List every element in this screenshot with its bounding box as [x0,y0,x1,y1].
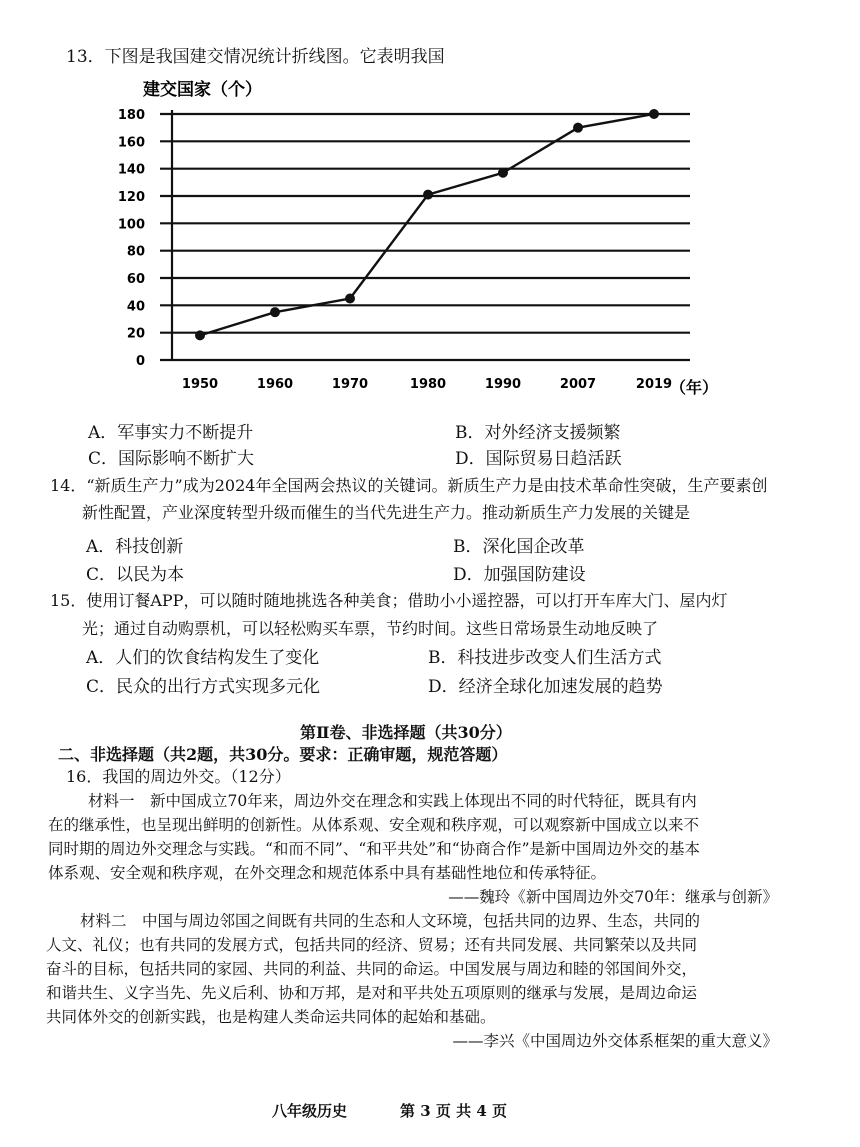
q14-option-a[interactable]: A．科技创新 [86,537,184,557]
q15-stem-line2: 光；通过自动购票机，可以轻松购买车票，节约时间。这些日常场景生动地反映了 [82,619,659,638]
material2-line1: 材料二 中国与周边邻国之间既有共同的生态和人文环境，包括共同的边界、生态，共同的 [80,912,701,930]
material1-source: ——魏玲《新中国周边外交70年：继承与创新》 [448,888,778,906]
material2-line5: 共同体外交的创新实践，也是构建人类命运共同体的起始和基础。 [46,1008,496,1026]
q13-option-b[interactable]: B．对外经济支援频繁 [455,423,621,443]
q15-option-c[interactable]: C．民众的出行方式实现多元化 [86,677,321,697]
data-point [195,330,205,340]
q15-stem-line1: 15．使用订餐APP，可以随时随地挑选各种美食；借助小小遥控器，可以打开车库大门、屋内灯 [50,591,728,610]
data-point [498,168,508,178]
material1-line3: 同时期的周边外交理念与实践。“和而不同”、“和平共处”和“协商合作”是新中国周边外交的基本 [48,840,701,858]
x-tick-label: 1980 [409,377,447,392]
material1-line1: 材料一 新中国成立70年来，周边外交在理念和实践上体现出不同的时代特征，既具有内 [88,792,697,810]
chart-grid [160,114,690,333]
x-tick-labels [182,377,672,392]
data-point [270,307,280,317]
y-tick-label: 80 [126,244,145,260]
y-tick-label: 140 [117,162,145,178]
diplomatic-relations-line-chart [0,70,860,410]
y-tick-label: 0 [135,354,145,369]
q13-option-c[interactable]: C．国际影响不断扩大 [88,449,255,469]
data-point [423,190,433,200]
q14-option-d[interactable]: D．加强国防建设 [453,565,586,585]
y-tick-label: 100 [117,217,145,233]
material2-line2: 人文、礼仪；也有共同的发展方式，包括共同的经济、贸易；还有共同发展、共同繁荣以及共同 [46,936,698,954]
material2-line3: 奋斗的目标，包括共同的家园、共同的利益、共同的命运。中国发展与周边和睦的邻国间外交， [46,960,698,978]
y-tick-label: 20 [126,326,145,342]
q13-option-d[interactable]: D．国际贸易日趋活跃 [455,449,622,469]
q13-stem: 13．下图是我国建交情况统计折线图。它表明我国 [66,47,445,67]
part2-subtitle: 二、非选择题（共2题，共30分。要求：正确审题，规范答题） [58,745,508,764]
x-tick-label: 2019 [635,377,673,392]
material1-line2: 在的继承性，也呈现出鲜明的创新性。从体系观、安全观和秩序观，可以观察新中国成立以来不 [48,816,700,834]
x-tick-label: 1970 [331,377,369,392]
y-tick-label: 120 [117,190,145,205]
material2-source: ——李兴《中国周边外交体系框架的重大意义》 [452,1032,778,1050]
data-point [345,294,355,304]
y-tick-label: 40 [126,299,145,315]
footer-page-number: 第 3 页 共 4 页 [400,1102,507,1120]
q15-option-a[interactable]: A．人们的饮食结构发生了变化 [86,648,320,668]
y-tick-labels [118,108,145,369]
q16-stem: 16．我国的周边外交。（12分） [66,767,291,786]
q13-option-a[interactable]: A．军事实力不断提升 [88,423,254,443]
data-point [573,123,583,133]
y-tick-label: 180 [117,108,145,123]
x-tick-label: 2007 [559,377,597,392]
x-axis-unit-label: （年） [670,378,719,397]
q15-option-d[interactable]: D．经济全球化加速发展的趋势 [428,677,663,697]
y-axis-label: 建交国家（个） [143,80,262,100]
q14-stem-line2: 新性配置，产业深度转型升级而催生的当代先进生产力。推动新质生产力发展的关键是 [82,503,691,522]
x-tick-label: 1990 [484,377,522,392]
q15-option-b[interactable]: B．科技进步改变人们生活方式 [428,648,662,668]
q14-option-c[interactable]: C．以民为本 [86,565,185,585]
x-tick-label: 1950 [181,377,219,392]
series-line [200,114,654,335]
q14-stem-line1: 14．“新质生产力”成为2024年全国两会热议的关键词。新质生产力是由技术革命性突破，生产要素创 [50,476,768,495]
material2-line4: 和谐共生、义字当先、先义后利、协和万邦，是对和平共处五项原则的继承与发展，是周边命运 [46,984,698,1002]
y-tick-label: 60 [126,272,145,287]
x-tick-label: 1960 [256,377,294,392]
material1-line4: 体系观、安全观和秩序观，在外交理念和规范体系中具有基础性地位和传承特征。 [48,864,607,882]
q14-option-b[interactable]: B．深化国企改革 [453,537,585,557]
part2-title: 第Ⅱ卷、非选择题（共30分） [300,723,512,742]
data-point [649,109,659,119]
series-polyline [200,114,654,335]
footer-subject: 八年级历史 [272,1102,348,1120]
y-tick-label: 160 [117,135,145,151]
